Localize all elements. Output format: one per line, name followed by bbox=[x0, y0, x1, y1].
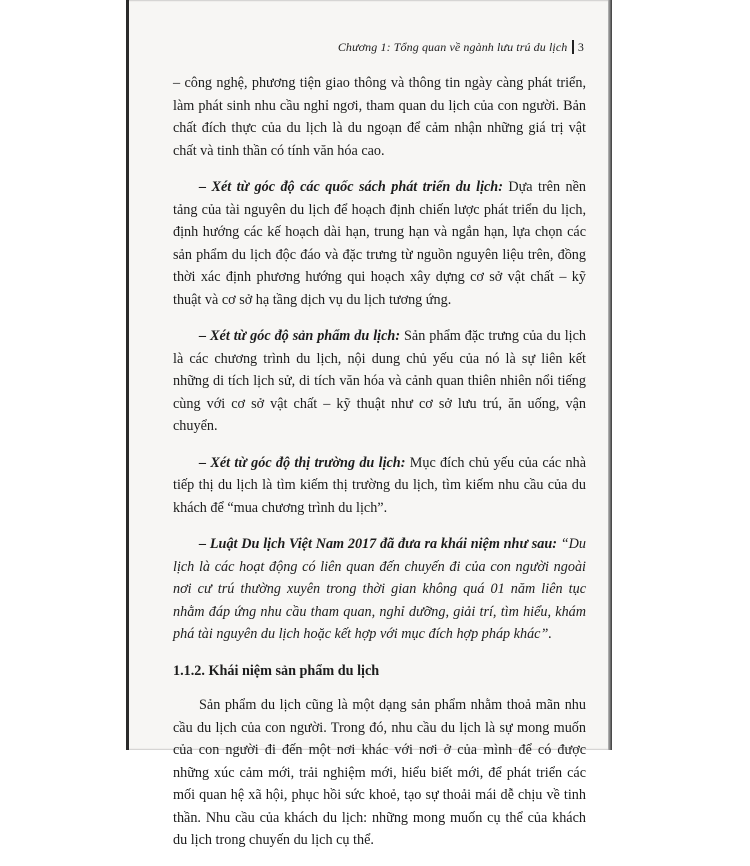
page-left-edge bbox=[126, 0, 129, 750]
page-content bbox=[173, 72, 586, 866]
running-header bbox=[338, 40, 584, 55]
paragraph-3 bbox=[173, 325, 586, 438]
chapter-title: Chương 1: Tổng quan về ngành lưu trú du lịch bbox=[337, 40, 568, 54]
paragraph-5 bbox=[173, 533, 586, 646]
paragraph-4-lead: – Xét từ góc độ thị trường du lịch: bbox=[199, 454, 406, 471]
paragraph-5-lead: – Luật Du lịch Việt Nam 2017 đã đưa ra khái niệm như sau: bbox=[199, 536, 557, 552]
paragraph-4-text: Mục đích chủ yếu của các nhà tiếp thị du lịch là tìm kiếm thị trường du lịch, tìm kiếm nhu cầu của du khách để “mua chương trình du lịch”. bbox=[173, 454, 587, 516]
page-right-edge bbox=[608, 0, 612, 750]
paragraph-4 bbox=[173, 452, 586, 520]
section-heading: 1.1.2. Khái niệm sản phẩm du lịch bbox=[173, 662, 380, 679]
paragraph-5-quote: “Du lịch là các hoạt động có liên quan đến chuyến đi của con người ngoài nơi cư trú thường xuyên trong thời gian không quá 01 năm liên tục nhằm đáp ứng nhu cầu tham quan, nghỉ dưỡng, giải trí, tìm hiểu, khám phá tài nguyên du lịch hoặc kết hợp với mục đích hợp pháp khác”. bbox=[173, 536, 586, 642]
paragraph-6: Sản phẩm du lịch cũng là một dạng sản phẩm nhằm thoả mãn nhu cầu du lịch của con người. Trong đó, nhu cầu du lịch là sự mong muốn của con người đi đến một nơi khác với nơi ở của mình để có được những xúc cảm mới, trải nghiệm mới, hiểu biết mới, để phát triển các mối quan hệ xã hội, phục hồi sức khoẻ, tạo sự thoải mái dễ chịu về tinh thần. Nhu cầu của khách du lịch: những mong muốn cụ thể của khách du lịch trong chuyến du lịch cụ thể. bbox=[173, 697, 586, 848]
paragraph-3-lead: – Xét từ góc độ sản phẩm du lịch: bbox=[199, 328, 401, 344]
paragraph-2-lead: – Xét từ góc độ các quốc sách phát triển du lịch: bbox=[199, 179, 503, 195]
paragraph-1: – công nghệ, phương tiện giao thông và thông tin ngày càng phát triển, làm phát sinh nhu cầu nghỉ ngơi, tham quan du lịch của con người. Bản chất đích thực của du lịch là du ngoạn để cảm nhận những giá trị vật chất và tinh thần có tính văn hóa cao. bbox=[173, 75, 586, 159]
paragraph-2 bbox=[173, 176, 586, 311]
page-number: 3 bbox=[577, 40, 584, 54]
header-divider bbox=[572, 40, 574, 54]
paragraph-2-text: Dựa trên nền tảng của tài nguyên du lịch để hoạch định chiến lược phát triển du lịch, định hướng các kế hoạch dài hạn, trung hạn và ngắn hạn, lựa chọn các sản phẩm du lịch độc đáo và đặc trưng từ nguồn nguyên liệu trên, đồng thời xác định phương hướng qui hoạch xây dựng cơ sở vật chất – kỹ thuật và cơ sở hạ tầng dịch vụ du lịch tương ứng. bbox=[173, 179, 586, 308]
paragraph-3-text: Sản phẩm đặc trưng của du lịch là các chương trình du lịch, nội dung chủ yếu của nó là sự liên kết những di tích lịch sử, di tích văn hóa và cảnh quan thiên nhiên nổi tiếng cùng với cơ sở vật chất – kỹ thuật như cơ sở lưu trú, ăn uống, vận chuyển. bbox=[173, 328, 586, 434]
